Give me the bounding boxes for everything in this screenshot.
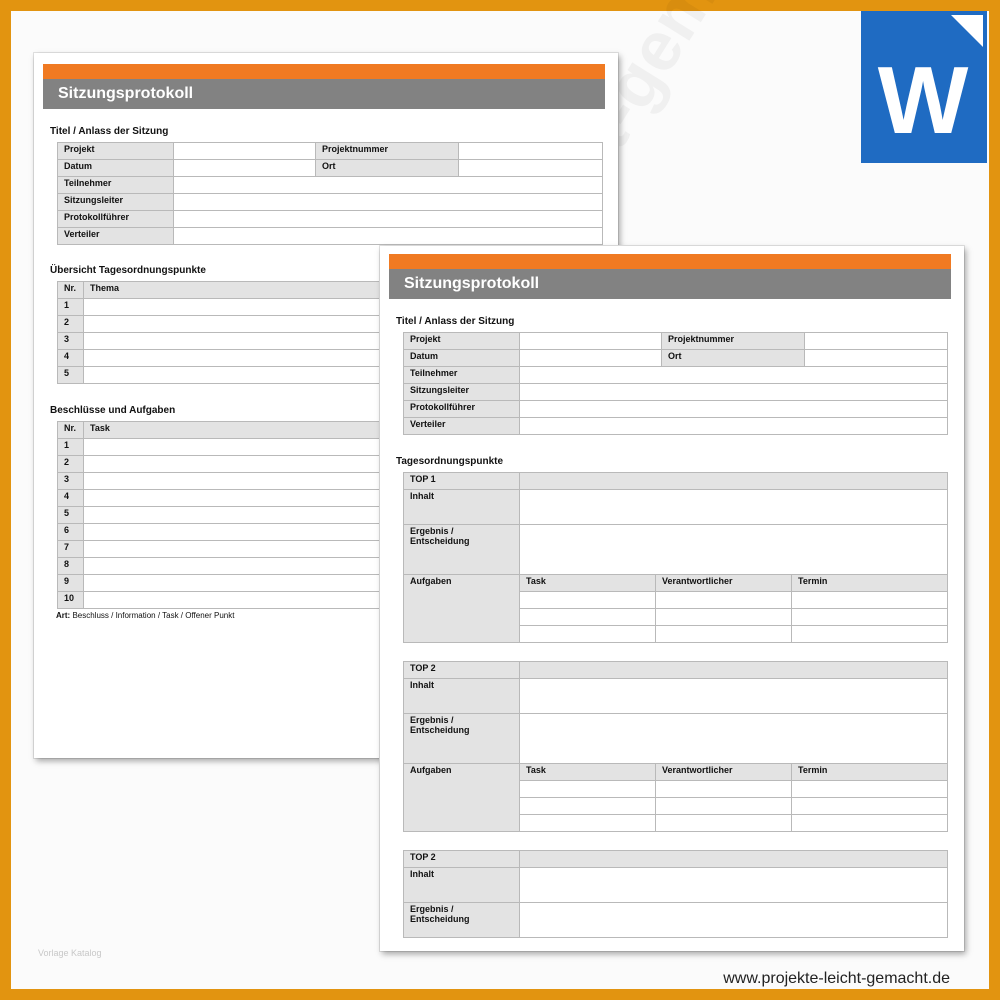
label-verteiler: Verteiler bbox=[404, 418, 520, 435]
field-ergebnis[interactable] bbox=[520, 903, 948, 938]
meta-table bbox=[403, 332, 948, 435]
table-row bbox=[58, 177, 603, 194]
label-ergebnis-line1: Ergebnis / bbox=[410, 904, 454, 914]
field-teilnehmer[interactable] bbox=[520, 367, 948, 384]
date-cell[interactable] bbox=[792, 798, 948, 815]
header-termin: Termin bbox=[792, 575, 948, 592]
date-cell[interactable] bbox=[792, 815, 948, 832]
task-cell[interactable] bbox=[520, 781, 656, 798]
header-verantwortlicher: Verantwortlicher bbox=[656, 764, 792, 781]
label-projektnummer: Projektnummer bbox=[316, 143, 459, 160]
label-datum: Datum bbox=[58, 160, 174, 177]
header-task: Task bbox=[520, 575, 656, 592]
field-inhalt[interactable] bbox=[520, 490, 948, 525]
field-projektnummer[interactable] bbox=[805, 333, 948, 350]
top-title-field[interactable] bbox=[520, 473, 948, 490]
top-label: TOP 2 bbox=[404, 851, 520, 868]
task-cell[interactable] bbox=[520, 626, 656, 643]
date-cell[interactable] bbox=[792, 626, 948, 643]
label-ergebnis-line1: Ergebnis / bbox=[410, 526, 454, 536]
field-inhalt[interactable] bbox=[520, 679, 948, 714]
top-title-field[interactable] bbox=[520, 662, 948, 679]
section-title-decisions: Beschlüsse und Aufgaben bbox=[50, 405, 176, 416]
field-ort[interactable] bbox=[805, 350, 948, 367]
row-number: 3 bbox=[58, 473, 84, 490]
table-row bbox=[404, 367, 948, 384]
label-verteiler: Verteiler bbox=[58, 228, 174, 245]
page-title: Sitzungsprotokoll bbox=[43, 79, 605, 109]
row-number: 10 bbox=[58, 592, 84, 609]
table-row bbox=[58, 211, 603, 228]
section-title-overview: Übersicht Tagesordnungspunkte bbox=[50, 265, 206, 276]
date-cell[interactable] bbox=[792, 592, 948, 609]
table-row bbox=[404, 679, 948, 714]
label-inhalt: Inhalt bbox=[404, 490, 520, 525]
field-verteiler[interactable] bbox=[520, 418, 948, 435]
field-datum[interactable] bbox=[520, 350, 662, 367]
legend-note bbox=[56, 611, 234, 620]
label-ort: Ort bbox=[316, 160, 459, 177]
table-row bbox=[404, 764, 948, 781]
field-teilnehmer[interactable] bbox=[174, 177, 603, 194]
field-ergebnis[interactable] bbox=[520, 525, 948, 575]
row-number: 4 bbox=[58, 490, 84, 507]
label-ergebnis bbox=[404, 714, 520, 764]
field-projekt[interactable] bbox=[174, 143, 316, 160]
table-row bbox=[404, 714, 948, 764]
word-icon-letter: W bbox=[877, 47, 969, 154]
table-row bbox=[404, 575, 948, 592]
field-projekt[interactable] bbox=[520, 333, 662, 350]
top-block-1 bbox=[403, 472, 948, 643]
legend-label: Art: bbox=[56, 611, 71, 620]
watermark-text: Vorlage Katalog bbox=[38, 948, 102, 958]
page-banner bbox=[43, 64, 605, 109]
label-teilnehmer: Teilnehmer bbox=[58, 177, 174, 194]
table-row bbox=[404, 490, 948, 525]
responsible-cell[interactable] bbox=[656, 798, 792, 815]
task-cell[interactable] bbox=[520, 609, 656, 626]
header-task: Task bbox=[520, 764, 656, 781]
top-label: TOP 2 bbox=[404, 662, 520, 679]
label-aufgaben: Aufgaben bbox=[404, 764, 520, 832]
date-cell[interactable] bbox=[792, 781, 948, 798]
label-inhalt: Inhalt bbox=[404, 868, 520, 903]
label-sitzungsleiter: Sitzungsleiter bbox=[58, 194, 174, 211]
page-title: Sitzungsprotokoll bbox=[389, 269, 951, 299]
table-row bbox=[58, 228, 603, 245]
row-number: 8 bbox=[58, 558, 84, 575]
field-sitzungsleiter[interactable] bbox=[520, 384, 948, 401]
responsible-cell[interactable] bbox=[656, 609, 792, 626]
label-ergebnis bbox=[404, 903, 520, 938]
responsible-cell[interactable] bbox=[656, 781, 792, 798]
row-number: 2 bbox=[58, 316, 84, 333]
meta-table bbox=[57, 142, 603, 245]
label-ergebnis-line2: Entscheidung bbox=[410, 914, 470, 924]
header-task: Task bbox=[84, 422, 603, 439]
header-nr: Nr. bbox=[58, 422, 84, 439]
page-banner bbox=[389, 254, 951, 299]
legend-text: Beschluss / Information / Task / Offener Punkt bbox=[70, 611, 235, 620]
section-title-meta: Titel / Anlass der Sitzung bbox=[50, 126, 169, 137]
field-projektnummer[interactable] bbox=[459, 143, 603, 160]
document-page-front bbox=[380, 246, 964, 951]
row-number: 5 bbox=[58, 367, 84, 384]
field-datum[interactable] bbox=[174, 160, 316, 177]
table-row bbox=[404, 525, 948, 575]
responsible-cell[interactable] bbox=[656, 815, 792, 832]
banner-orange-bar bbox=[389, 254, 951, 269]
row-number: 7 bbox=[58, 541, 84, 558]
table-row bbox=[404, 333, 948, 350]
label-ergebnis-line1: Ergebnis / bbox=[410, 715, 454, 725]
row-number: 2 bbox=[58, 456, 84, 473]
task-cell[interactable] bbox=[520, 592, 656, 609]
responsible-cell[interactable] bbox=[656, 592, 792, 609]
task-cell[interactable] bbox=[520, 815, 656, 832]
label-aufgaben: Aufgaben bbox=[404, 575, 520, 643]
table-row bbox=[404, 662, 948, 679]
header-thema: Thema bbox=[84, 282, 603, 299]
section-title-meta: Titel / Anlass der Sitzung bbox=[396, 316, 515, 327]
label-projekt: Projekt bbox=[58, 143, 174, 160]
top-label: TOP 1 bbox=[404, 473, 520, 490]
responsible-cell[interactable] bbox=[656, 626, 792, 643]
row-number: 1 bbox=[58, 299, 84, 316]
label-sitzungsleiter: Sitzungsleiter bbox=[404, 384, 520, 401]
table-row bbox=[58, 194, 603, 211]
row-number: 5 bbox=[58, 507, 84, 524]
table-row bbox=[404, 401, 948, 418]
word-document-icon bbox=[861, 11, 987, 163]
label-teilnehmer: Teilnehmer bbox=[404, 367, 520, 384]
table-row bbox=[404, 350, 948, 367]
row-number: 1 bbox=[58, 439, 84, 456]
label-protokollfuehrer: Protokollführer bbox=[58, 211, 174, 228]
field-sitzungsleiter[interactable] bbox=[174, 194, 603, 211]
table-row bbox=[404, 473, 948, 490]
field-ergebnis[interactable] bbox=[520, 714, 948, 764]
row-number: 4 bbox=[58, 350, 84, 367]
label-inhalt: Inhalt bbox=[404, 679, 520, 714]
table-row bbox=[404, 851, 948, 868]
table-row bbox=[404, 384, 948, 401]
section-title-tops: Tagesordnungspunkte bbox=[396, 456, 504, 467]
website-url[interactable]: www.projekte-leicht-gemacht.de bbox=[723, 970, 950, 987]
label-protokollfuehrer: Protokollführer bbox=[404, 401, 520, 418]
label-ergebnis bbox=[404, 525, 520, 575]
row-number: 6 bbox=[58, 524, 84, 541]
table-row bbox=[58, 160, 603, 177]
label-projektnummer: Projektnummer bbox=[662, 333, 805, 350]
header-termin: Termin bbox=[792, 764, 948, 781]
table-row bbox=[58, 143, 603, 160]
header-verantwortlicher: Verantwortlicher bbox=[656, 575, 792, 592]
label-ergebnis-line2: Entscheidung bbox=[410, 536, 470, 546]
label-projekt: Projekt bbox=[404, 333, 520, 350]
field-inhalt[interactable] bbox=[520, 868, 948, 903]
field-verteiler[interactable] bbox=[174, 228, 603, 245]
date-cell[interactable] bbox=[792, 609, 948, 626]
row-number: 3 bbox=[58, 333, 84, 350]
top-title-field[interactable] bbox=[520, 851, 948, 868]
header-nr: Nr. bbox=[58, 282, 84, 299]
field-protokollfuehrer[interactable] bbox=[174, 211, 603, 228]
table-row bbox=[404, 903, 948, 938]
top-block-2 bbox=[403, 661, 948, 832]
table-row bbox=[404, 868, 948, 903]
label-ergebnis-line2: Entscheidung bbox=[410, 725, 470, 735]
label-datum: Datum bbox=[404, 350, 520, 367]
table-row bbox=[404, 418, 948, 435]
label-ort: Ort bbox=[662, 350, 805, 367]
banner-orange-bar bbox=[43, 64, 605, 79]
field-ort[interactable] bbox=[459, 160, 603, 177]
row-number: 9 bbox=[58, 575, 84, 592]
field-protokollfuehrer[interactable] bbox=[520, 401, 948, 418]
task-cell[interactable] bbox=[520, 798, 656, 815]
top-block-3 bbox=[403, 850, 948, 938]
